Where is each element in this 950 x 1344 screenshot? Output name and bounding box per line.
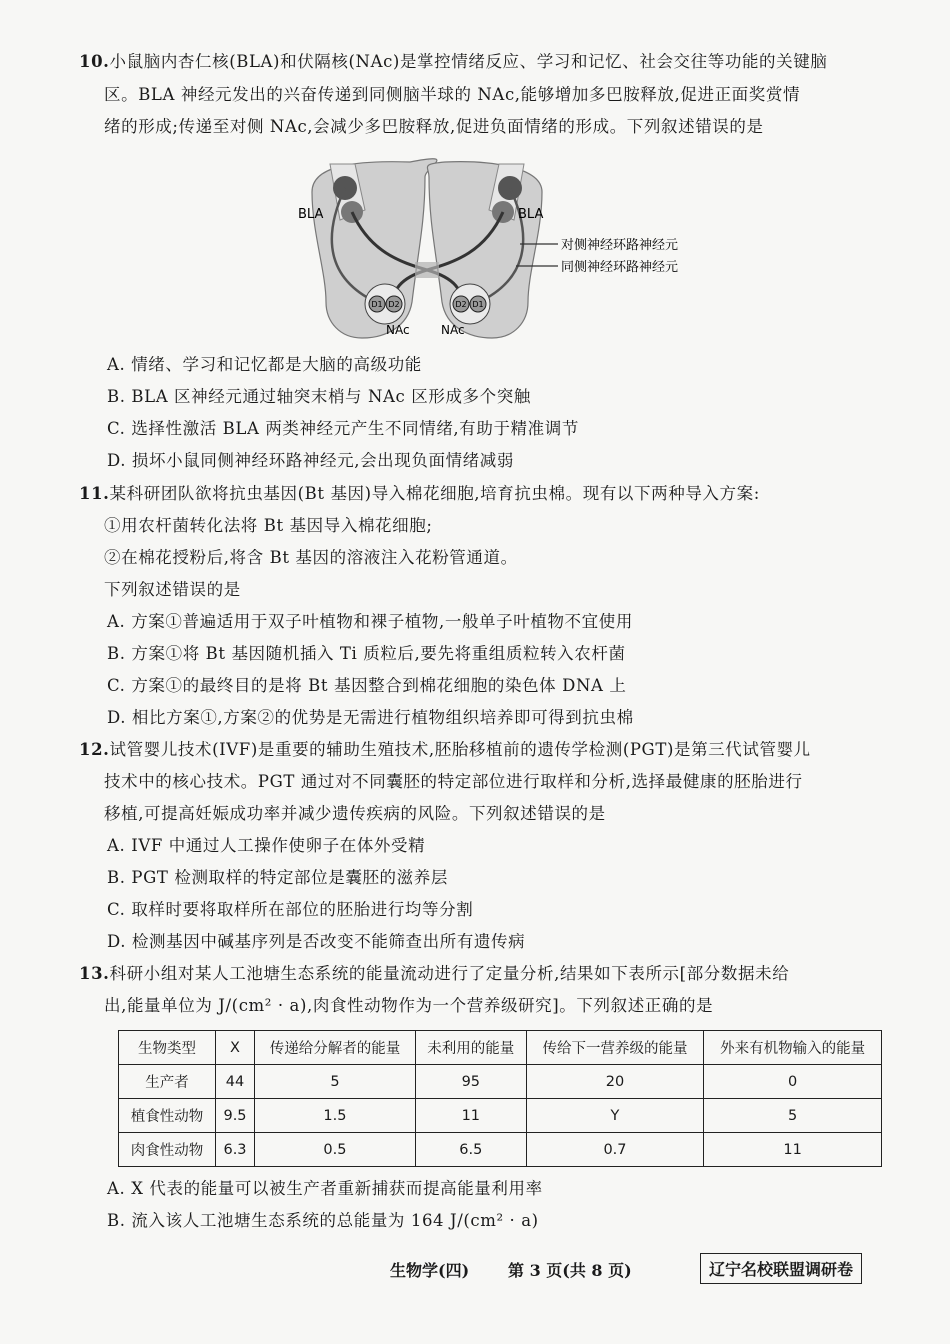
table-cell: 20 (526, 1065, 704, 1099)
q10-option-c: C. 选择性激活 BLA 两类神经元产生不同情绪,有助于精准调节 (107, 419, 579, 438)
table-header-cell: 未利用的能量 (415, 1031, 526, 1065)
table-header-row (119, 1031, 882, 1065)
table-cell: 肉食性动物 (119, 1133, 216, 1167)
q10-stem-1: 小鼠脑内杏仁核(BLA)和伏隔核(NAc)是掌控情绪反应、学习和记忆、社会交往等功能的关键脑 (109, 52, 828, 71)
energy-flow-table (118, 1030, 882, 1167)
table-cell: 0.7 (526, 1133, 704, 1167)
footer-page-number: 第 3 页(共 8 页) (508, 1261, 632, 1280)
table-cell: 5 (255, 1065, 416, 1099)
table-cell: 9.5 (216, 1099, 255, 1133)
q12-stem-3: 移植,可提高妊娠成功率并减少遗传疾病的风险。下列叙述错误的是 (104, 804, 606, 823)
table-cell: 生产者 (119, 1065, 216, 1099)
label-bla-right: BLA (518, 207, 544, 222)
table-cell: Y (526, 1099, 704, 1133)
table-header-cell: 传给下一营养级的能量 (526, 1031, 704, 1065)
table-cell: 44 (216, 1065, 255, 1099)
q11-option-c: C. 方案①的最终目的是将 Bt 基因整合到棉花细胞的染色体 DNA 上 (107, 676, 627, 695)
q10-option-b: B. BLA 区神经元通过轴突末梢与 NAc 区形成多个突触 (107, 387, 531, 406)
label-bla-left: BLA (298, 207, 324, 222)
legend-contralateral: 对侧神经环路神经元 (561, 238, 679, 253)
table-row (119, 1099, 882, 1133)
midline-crossing (415, 262, 439, 278)
table-cell: 11 (415, 1099, 526, 1133)
q13-number: 13. (79, 964, 110, 983)
q12-option-c: C. 取样时要将取样所在部位的胚胎进行均等分割 (107, 900, 474, 919)
q11-stem-2: ①用农杆菌转化法将 Bt 基因导入棉花细胞; (104, 516, 433, 535)
left-d1-label: D1 (371, 300, 383, 309)
brain-diagram (290, 152, 710, 342)
q12-stem-1: 试管婴儿技术(IVF)是重要的辅助生殖技术,胚胎移植前的遗传学检测(PGT)是第三代试管婴儿 (109, 740, 811, 759)
table-cell: 0 (704, 1065, 882, 1099)
table-cell: 5 (704, 1099, 882, 1133)
q10-number: 10. (79, 52, 110, 71)
q11-option-b: B. 方案①将 Bt 基因随机插入 Ti 质粒后,要先将重组质粒转入农杆菌 (107, 644, 626, 663)
q11-number: 11. (79, 484, 110, 503)
table-cell: 1.5 (255, 1099, 416, 1133)
q12-line-1 (79, 739, 811, 761)
footer-stamp: 辽宁名校联盟调研卷 (700, 1253, 862, 1284)
q12-option-a: A. IVF 中通过人工操作使卵子在体外受精 (107, 836, 426, 855)
q13-option-b: B. 流入该人工池塘生态系统的总能量为 164 J/(cm² · a) (107, 1211, 539, 1230)
label-nac-left: NAc (386, 323, 410, 337)
q13-stem-1: 科研小组对某人工池塘生态系统的能量流动进行了定量分析,结果如下表所示[部分数据未给 (109, 964, 790, 983)
legend-ipsilateral: 同侧神经环路神经元 (561, 260, 679, 275)
q11-line-1 (79, 483, 760, 505)
table-row (119, 1133, 882, 1167)
q10-stem-3: 绪的形成;传递至对侧 NAc,会减少多巴胺释放,促进负面情绪的形成。下列叙述错误的是 (104, 117, 764, 136)
q11-stem-3: ②在棉花授粉后,将含 Bt 基因的溶液注入花粉管通道。 (104, 548, 518, 567)
table-cell: 0.5 (255, 1133, 416, 1167)
table-cell: 植食性动物 (119, 1099, 216, 1133)
label-nac-right: NAc (441, 323, 465, 337)
table-header-cell: X (216, 1031, 255, 1065)
footer-subject: 生物学(四) (390, 1261, 470, 1280)
table-row (119, 1065, 882, 1099)
q13-stem-2: 出,能量单位为 J/(cm² · a),肉食性动物作为一个营养级研究]。下列叙述正确的是 (104, 996, 714, 1015)
table-cell: 95 (415, 1065, 526, 1099)
q11-option-a: A. 方案①普遍适用于双子叶植物和裸子植物,一般单子叶植物不宜使用 (107, 612, 633, 631)
q11-stem-1: 某科研团队欲将抗虫基因(Bt 基因)导入棉花细胞,培育抗虫棉。现有以下两种导入方案: (109, 484, 760, 503)
q13-line-1 (79, 963, 789, 985)
q12-option-b: B. PGT 检测取样的特定部位是囊胚的滋养层 (107, 868, 448, 887)
left-d2-label: D2 (388, 300, 400, 309)
right-d2-label: D2 (455, 300, 467, 309)
table-cell: 11 (704, 1133, 882, 1167)
q10-stem-2: 区。BLA 神经元发出的兴奋传递到同侧脑半球的 NAc,能够增加多巴胺释放,促进正面奖赏情 (104, 85, 801, 104)
table-header-cell: 传递给分解者的能量 (255, 1031, 416, 1065)
table-header-cell: 生物类型 (119, 1031, 216, 1065)
q12-option-d: D. 检测基因中碱基序列是否改变不能筛查出所有遗传病 (107, 932, 526, 951)
q10-option-d: D. 损坏小鼠同侧神经环路神经元,会出现负面情绪减弱 (107, 451, 514, 470)
right-d1-label: D1 (472, 300, 484, 309)
q10-line-1 (79, 51, 827, 73)
table-header-cell: 外来有机物输入的能量 (704, 1031, 882, 1065)
q10-option-a: A. 情绪、学习和记忆都是大脑的高级功能 (107, 355, 422, 374)
q11-option-d: D. 相比方案①,方案②的优势是无需进行植物组织培养即可得到抗虫棉 (107, 708, 634, 727)
q12-number: 12. (79, 740, 110, 759)
q13-option-a: A. X 代表的能量可以被生产者重新捕获而提高能量利用率 (107, 1179, 543, 1198)
q11-stem-4: 下列叙述错误的是 (104, 580, 241, 599)
table-cell: 6.3 (216, 1133, 255, 1167)
q12-stem-2: 技术中的核心技术。PGT 通过对不同囊胚的特定部位进行取样和分析,选择最健康的胚胎进行 (104, 772, 803, 791)
table-cell: 6.5 (415, 1133, 526, 1167)
